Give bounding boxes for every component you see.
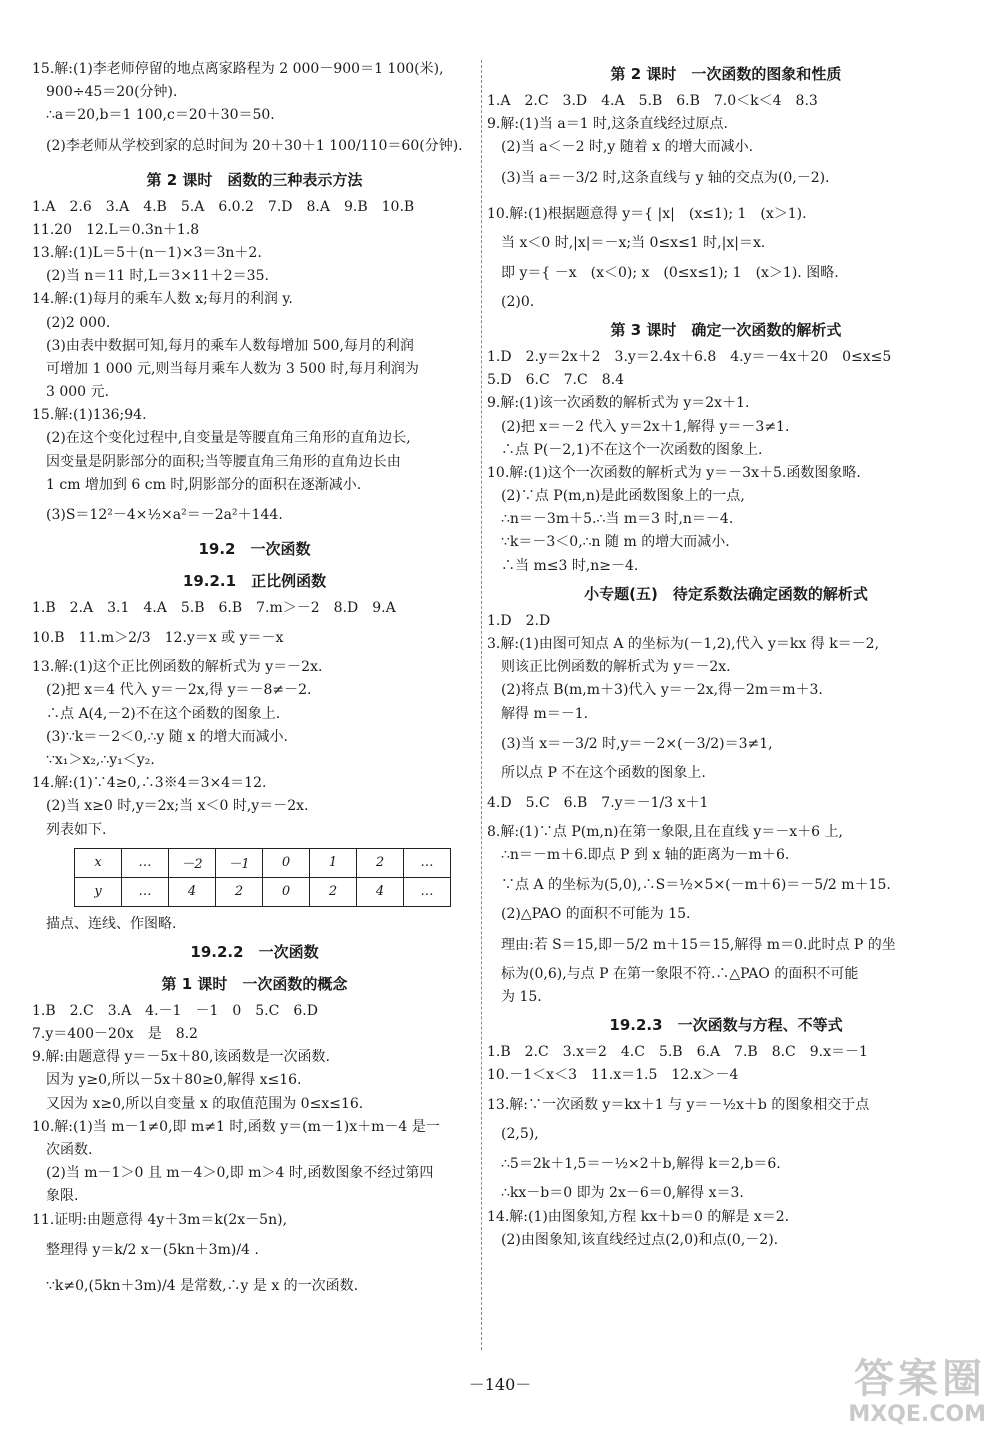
answer-line: 1.D 2.y＝2x＋2 3.y＝2.4x＋6.8 4.y＝－4x＋20 0≤x≤5 — [487, 348, 892, 365]
answer-line: 又因为 x≥0,所以自变量 x 的取值范围为 0≤x≤16. — [46, 1095, 364, 1112]
answer-line: 所以点 P 不在这个函数的图象上. — [501, 764, 706, 781]
section-heading: 第 2 课时 一次函数的图象和性质 — [610, 65, 842, 83]
answer-line: 1.A 2.6 3.A 4.B 5.A 6.0.2 7.D 8.A 9.B 10.B — [32, 198, 415, 215]
answer-line: 描点、连线、作图略. — [46, 915, 177, 932]
section-heading: 19.2.3 一次函数与方程、不等式 — [609, 1015, 843, 1034]
table-cell: 2 — [310, 877, 357, 906]
answer-line: 10.B 11.m＞2/3 12.y＝x 或 y＝－x — [32, 630, 284, 647]
answer-line: 8.解:(1)∵点 P(m,n)在第一象限,且在直线 y＝－x＋6 上, — [487, 823, 843, 840]
table-cell: y — [75, 877, 122, 906]
answer-line: 3.解:(1)由图可知点 A 的坐标为(－1,2),代入 y＝kx 得 k＝－2, — [487, 636, 880, 652]
answer-line: (2)当 n＝11 时,L＝3×11＋2＝35. — [46, 268, 269, 285]
answer-line: 1.B 2.C 3.x＝2 4.C 5.B 6.A 7.B 8.C 9.x＝－1 — [487, 1043, 868, 1060]
table-cell: －2 — [169, 848, 216, 877]
section-heading: 19.2.1 正比例函数 — [182, 572, 327, 590]
answer-line: 1.D 2.D — [487, 612, 551, 629]
table-cell: x — [75, 848, 122, 877]
answer-line: 7.y＝400－20x 是 8.2 — [32, 1026, 198, 1043]
answer-line: 1 cm 增加到 6 cm 时,阴影部分的面积在逐渐减小. — [46, 476, 362, 493]
answer-line: 次函数. — [46, 1142, 93, 1158]
right-column — [487, 58, 965, 1252]
answer-line: 10.－1＜x＜3 11.x＝1.5 12.x＞－4 — [487, 1067, 739, 1084]
answer-line: ∵k＝－3＜0,∴n 随 m 的增大而减小. — [501, 534, 730, 551]
answer-line: 象限. — [46, 1188, 79, 1205]
answer-line: 10.解:(1)这个一次函数的解析式为 y＝－3x＋5.函数图象略. — [487, 464, 861, 481]
answer-line: 为 15. — [501, 988, 542, 1005]
answer-line: (2)李老师从学校到家的总时间为 20＋30＋1 100/110＝60(分钟). — [46, 137, 463, 154]
answer-line: 14.解:(1)∵4≥0,∴3※4＝3×4＝12. — [32, 775, 267, 792]
answer-line: (3)由表中数据可知,每月的乘车人数每增加 500,每月的利润 — [46, 337, 414, 354]
table-cell: 1 — [310, 848, 357, 877]
answer-line: (2)△PAO 的面积不可能为 15. — [501, 906, 691, 923]
table-cell: 0 — [263, 848, 310, 877]
answer-line: ∴a＝20,b＝1 100,c＝20＋30＝50. — [46, 107, 275, 124]
answer-line: (2,5), — [501, 1126, 539, 1143]
answer-line: ∴点 A(4,－2)不在这个函数的图象上. — [46, 705, 281, 722]
answer-line: 14.解:(1)每月的乘车人数 x;每月的利润 y. — [32, 291, 293, 308]
watermark-text: 答案圈 — [854, 1356, 986, 1402]
answer-line: (2)∵点 P(m,n)是此函数图象上的一点, — [501, 488, 745, 505]
table-cell: … — [404, 877, 451, 906]
answer-line: 因变量是阴影部分的面积;当等腰直角三角形的直角边长由 — [46, 453, 401, 470]
answer-line: 15.解:(1)李老师停留的地点离家路程为 2 000－900＝1 100(米), — [32, 61, 444, 77]
answer-line: (2)在这个变化过程中,自变量是等腰直角三角形的直角边长, — [46, 430, 411, 447]
answer-line: 10.解:(1)根据题意得 y＝{ |x| (x≤1); 1 (x＞1). — [487, 205, 807, 222]
left-column — [32, 58, 477, 1304]
table-cell: … — [122, 848, 169, 877]
table-cell: 0 — [263, 877, 310, 906]
value-table — [74, 848, 451, 907]
answer-line: (2)当 a＜－2 时,y 随着 x 的增大而减小. — [501, 139, 754, 156]
answer-line: (3)当 x＝－3/2 时,y＝－2×(－3/2)＝3≠1, — [501, 735, 773, 752]
answer-line: 11.20 12.L＝0.3n＋1.8 — [32, 221, 200, 238]
answer-line: 9.解:(1)当 a＝1 时,这条直线经过原点. — [487, 116, 728, 133]
answer-line: 13.解:(1)L＝5＋(n－1)×3＝3n＋2. — [32, 244, 262, 261]
answer-line: 理由:若 S＝15,即－5/2 m＋15＝15,解得 m＝0.此时点 P 的坐 — [501, 936, 896, 953]
table-row — [75, 848, 451, 877]
answer-line: ∴点 P(－2,1)不在这个一次函数的图象上. — [501, 441, 763, 458]
answer-line: ∴当 m≤3 时,n≥－4. — [501, 557, 639, 574]
answer-line: 13.解:(1)这个正比例函数的解析式为 y＝－2x. — [32, 659, 323, 676]
table-cell: 2 — [216, 877, 263, 906]
answer-line: 1.A 2.C 3.D 4.A 5.B 6.B 7.0＜k＜4 8.3 — [487, 93, 818, 109]
answer-line: 11.证明:由题意得 4y＋3m＝k(2x－5n), — [32, 1211, 288, 1228]
table-cell: 2 — [357, 848, 404, 877]
section-heading: 第 1 课时 一次函数的概念 — [161, 974, 348, 993]
answer-line: (2)将点 B(m,m＋3)代入 y＝－2x,得－2m＝m＋3. — [501, 682, 823, 699]
answer-line: 可增加 1 000 元,则当每月乘车人数为 3 500 时,每月利润为 — [46, 360, 419, 377]
answer-line: (2)把 x＝－2 代入 y＝2x＋1,解得 y＝－3≠1. — [501, 418, 790, 435]
answer-line: 14.解:(1)由图象知,方程 kx＋b＝0 的解是 x＝2. — [487, 1208, 790, 1225]
section-heading: 小专题(五) 待定系数法确定函数的解析式 — [584, 584, 868, 603]
answer-line: 1.B 2.A 3.1 4.A 5.B 6.B 7.m＞－2 8.D 9.A — [32, 600, 396, 616]
section-heading: 19.2.2 一次函数 — [190, 942, 319, 961]
answer-line: 即 y＝{ －x (x＜0); x (0≤x≤1); 1 (x＞1). 图略. — [501, 264, 839, 281]
answer-line: 13.解:∵一次函数 y＝kx＋1 与 y＝－½x＋b 的图象相交于点 — [487, 1097, 870, 1114]
answer-line: (2)由图象知,该直线经过点(2,0)和点(0,－2). — [501, 1231, 779, 1248]
answer-line: ∴n＝－3m＋5.∴当 m＝3 时,n＝－4. — [501, 511, 734, 528]
page-number: －140－ — [468, 1375, 532, 1394]
answer-line: 整理得 y＝k/2 x－(5kn＋3m)/4 . — [46, 1241, 259, 1258]
answer-line: 当 x＜0 时,|x|＝－x;当 0≤x≤1 时,|x|＝x. — [501, 234, 766, 251]
section-heading: 第 3 课时 确定一次函数的解析式 — [610, 320, 842, 339]
answer-line: (3)当 a＝－3/2 时,这条直线与 y 轴的交点为(0,－2). — [501, 169, 830, 186]
answer-line: 9.解:由题意得 y＝－5x＋80,该函数是一次函数. — [32, 1049, 330, 1066]
answer-line: 1.B 2.C 3.A 4.－1 －1 0 5.C 6.D — [32, 1002, 318, 1019]
table-cell: … — [122, 877, 169, 906]
answer-line: (3)∵k＝－2＜0,∴y 随 x 的增大而减小. — [46, 728, 288, 745]
answer-line: ∴n＝－m＋6.即点 P 到 x 轴的距离为－m＋6. — [501, 847, 790, 864]
answer-line: ∵x₁＞x₂,∴y₁＜y₂. — [46, 751, 155, 768]
watermark-url: MXQE.COM — [848, 1402, 986, 1427]
answer-line: (3)S＝12²－4×½×a²＝－2a²＋144. — [46, 507, 283, 523]
answer-line: 3 000 元. — [46, 384, 109, 401]
table-cell: －1 — [216, 848, 263, 877]
answer-line: 解得 m＝－1. — [501, 705, 589, 722]
answer-line: 5.D 6.C 7.C 8.4 — [487, 372, 624, 389]
table-cell: 4 — [169, 877, 216, 906]
answer-line: 10.解:(1)当 m－1≠0,即 m≠1 时,函数 y＝(m－1)x＋m－4 是一 — [32, 1118, 440, 1135]
column-divider — [481, 60, 482, 1350]
answer-line: 因为 y≥0,所以－5x＋80≥0,解得 x≤16. — [46, 1072, 302, 1089]
answer-line: 则该正比例函数的解析式为 y＝－2x. — [501, 659, 731, 676]
answer-line: ∴5＝2k＋1,5＝－½×2＋b,解得 k＝2,b＝6. — [501, 1156, 781, 1173]
answer-line: (2)把 x＝4 代入 y＝－2x,得 y＝－8≠－2. — [46, 682, 312, 699]
section-heading: 19.2 一次函数 — [198, 540, 311, 558]
answer-line: (2)当 m－1＞0 且 m－4＞0,即 m＞4 时,函数图象不经过第四 — [46, 1165, 434, 1182]
answer-line: 标为(0,6),与点 P 在第一象限不符.∴△PAO 的面积不可能 — [501, 965, 859, 982]
table-cell: 4 — [357, 877, 404, 906]
answer-line: (2)2 000. — [46, 314, 111, 331]
answer-line: (2)当 x≥0 时,y＝2x;当 x＜0 时,y＝－2x. — [46, 798, 309, 815]
table-cell: … — [404, 848, 451, 877]
answer-line: (2)0. — [501, 293, 535, 310]
watermark-logo — [848, 1356, 986, 1428]
answer-line: 15.解:(1)136;94. — [32, 407, 147, 424]
answer-line: 9.解:(1)该一次函数的解析式为 y＝2x＋1. — [487, 395, 750, 412]
answer-line: ∵点 A 的坐标为(5,0),∴S＝½×5×(－m＋6)＝－5/2 m＋15. — [501, 877, 891, 894]
answer-line: ∵k≠0,(5kn＋3m)/4 是常数,∴y 是 x 的一次函数. — [46, 1277, 359, 1294]
answer-line: 4.D 5.C 6.B 7.y＝－1/3 x＋1 — [487, 794, 709, 811]
answer-line: 列表如下. — [46, 821, 107, 838]
table-row — [75, 877, 451, 906]
section-heading: 第 2 课时 函数的三种表示方法 — [146, 170, 363, 189]
answer-line: 900÷45＝20(分钟). — [46, 84, 178, 101]
answer-line: ∴kx－b＝0 即为 2x－6＝0,解得 x＝3. — [501, 1185, 744, 1202]
